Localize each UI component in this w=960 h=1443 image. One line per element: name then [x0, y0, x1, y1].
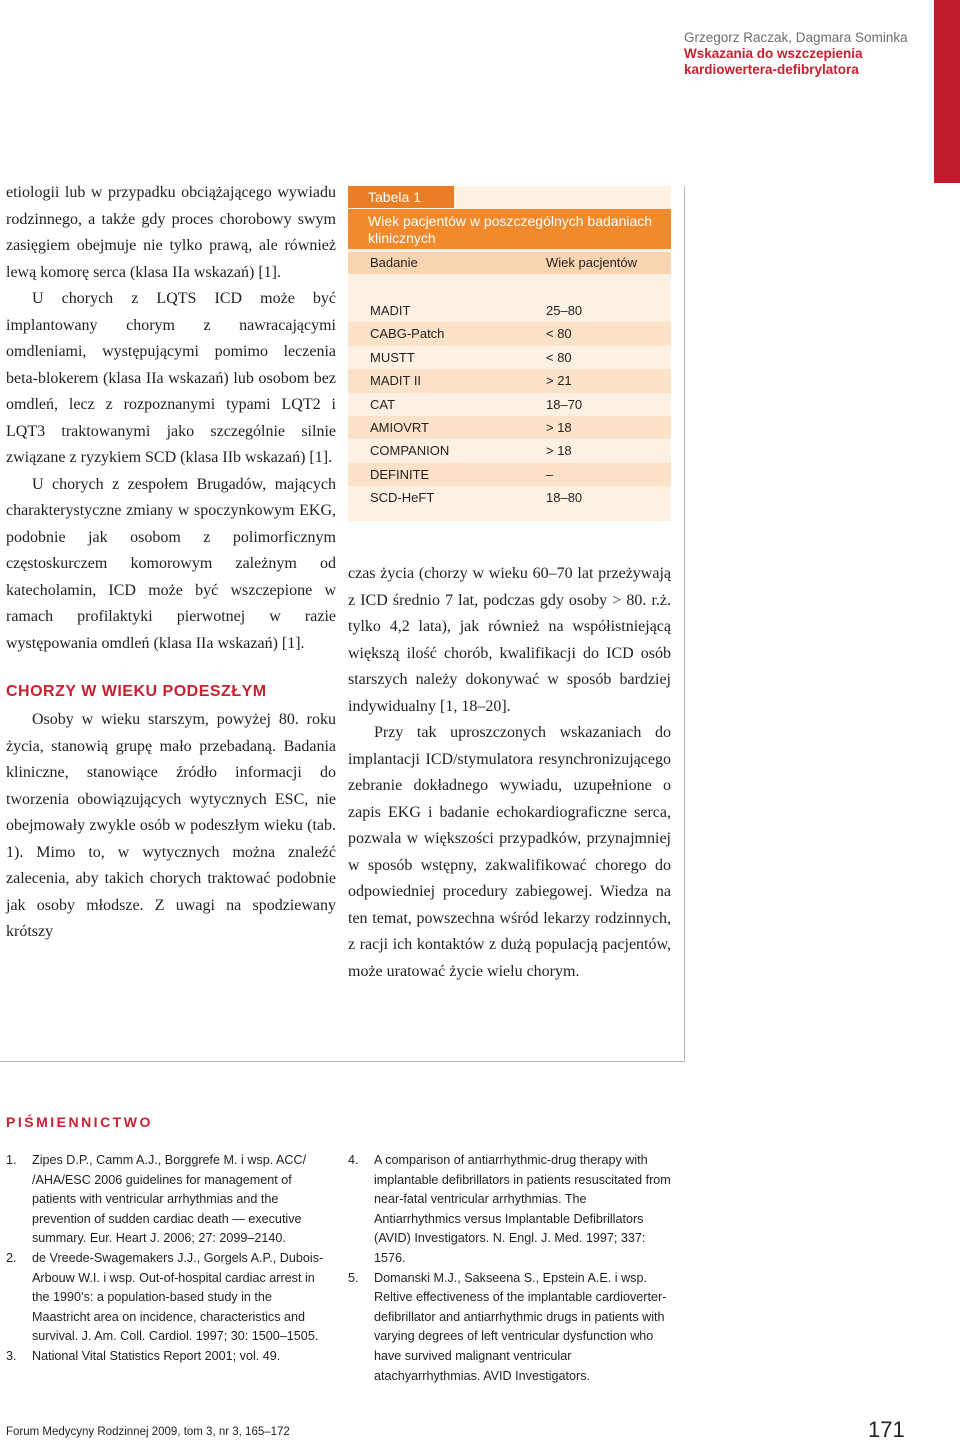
cell-age: > 18 — [546, 443, 572, 459]
cell-age: > 18 — [546, 419, 572, 435]
cell-age: > 21 — [546, 373, 572, 389]
reference-number: 5. — [348, 1270, 359, 1285]
table-body — [348, 299, 671, 510]
reference-number: 2. — [6, 1250, 17, 1265]
table-row — [348, 416, 671, 439]
reference-item — [6, 1347, 331, 1367]
reference-number: 3. — [6, 1348, 17, 1363]
table-row — [348, 463, 671, 486]
paragraph: Osoby w wieku starszym, powyżej 80. roku życia, stanowią grupę mało przebadaną. Badania kliniczne, stanowiące źródło informacji do tworzenia obowiązujących wytycznych ESC, nie obejmowały zwykle osób w podeszłym wieku (tab. 1). Mimo to, w wytycznych można znaleźć zalecenia, aby takich chorych traktować podobnie jak osoby młodsze. Z uwagi na spodziewany krótszy — [6, 711, 336, 940]
cell-study: CABG-Patch — [370, 326, 445, 342]
journal-footer: Forum Medycyny Rodzinnej 2009, tom 3, nr 3, 165–172 — [6, 1426, 290, 1438]
column-header-age: Wiek pacjentów — [546, 255, 638, 270]
section-heading: CHORZY W WIEKU PODESZŁYM — [6, 683, 267, 700]
cell-age: 18–70 — [546, 396, 583, 412]
header-title-line1: Wskazania do wszczepienia — [684, 46, 863, 61]
reference-item — [348, 1151, 673, 1269]
table-label: Tabela 1 — [348, 186, 454, 208]
reference-text: National Vital Statistics Report 2001; vol. 49. — [32, 1348, 281, 1363]
paragraph: U chorych z zespołem Brugadów, mających charakterystyczne zmiany w spoczynkowym EKG, podobnie jak osobom z polimorficznym częstoskurczem komorowym zależnym od katecholamin, ICD może być wszczepione w ramach profilaktyki pierwotnej w razie występowania omdleń (klasa IIa wskazań) [1]. — [6, 475, 336, 652]
references-left — [6, 1151, 331, 1367]
reference-number: 1. — [6, 1153, 17, 1167]
cell-study: SCD-HeFT — [370, 490, 435, 506]
table-row — [348, 393, 671, 416]
table-title: Wiek pacjentów w poszczególnych badaniach klinicznych — [348, 209, 671, 249]
cell-study: DEFINITE — [370, 466, 430, 482]
paragraph: U chorych z LQTS ICD może być implantowany chorym z nawracającymi omdleniami, występującymi pomimo leczenia beta-blokerem (klasa IIa wskazań) lub osobom bez omdleń, lecz z rozpoznanymi typami LQT2 i LQT3 traktowanymi jako szczególnie silnie związane z ryzykiem SCD (klasa IIb wskazań) [1]. — [6, 290, 336, 466]
cell-age: 25–80 — [546, 303, 583, 318]
cell-study: CAT — [370, 396, 396, 412]
red-corner-bar — [934, 0, 960, 183]
cell-age: – — [546, 466, 554, 482]
table-row — [348, 346, 671, 369]
right-column — [348, 561, 671, 985]
running-header — [684, 30, 924, 78]
references-heading: PIŚMIENNICTWO — [6, 1114, 153, 1130]
paragraph: etiologii lub w przypadku obciążającego wywiadu rodzinnego, a także gdy proces chorobowy swym zasięgiem obejmuje nie tylko prawą, ale również lewą komorę serca (klasa IIa wskazań) [1]. — [6, 184, 336, 281]
cell-age: < 80 — [546, 326, 572, 342]
cell-study: MUSTT — [370, 349, 415, 365]
cell-study: MADIT — [370, 303, 411, 318]
table-1 — [348, 186, 671, 521]
reference-text: Zipes D.P., Camm A.J., Borggrefe M. i wsp. ACC/ /AHA/ESC 2006 guidelines for management of patients with ventricular arrhythmias and the prevention of sudden cardiac death — executive summary. Eur. Heart J. 2006; 27: 2099–2140. — [32, 1153, 307, 1246]
reference-text: de Vreede-Swagemakers J.J., Gorgels A.P., Dubois-Arbouw W.I. i wsp. Out-of-hospital cardiac arrest in the 1990’s: a population-based study in the Maastricht area on incidence, characteristics and survival. J. Am. Coll. Cardiol. 1997; 30: 1500–1505. — [32, 1250, 324, 1344]
table-row — [348, 486, 671, 509]
paragraph: Przy tak uproszczonych wskazaniach do implantacji ICD/stymulatora resynchronizującego zebranie dokładnego wywiadu, uzupełnione o zapis EKG i badanie echokardiograficzne serca, pozwala w większości przypadków, przynajmniej w sposób wstępny, zakwalifikować chorego do odpowiedniej procedury zabiegowej. Wiedza na ten temat, powszechna wśród lekarzy rodzinnych, z racji ich kontaktów z dużą populacją pacjentów, może uratować życie wielu chorym. — [348, 724, 671, 980]
reference-item — [348, 1269, 673, 1387]
reference-number: 4. — [348, 1153, 359, 1167]
cell-study: COMPANION — [370, 443, 450, 459]
table-row — [348, 439, 671, 462]
left-column — [6, 180, 336, 946]
cell-study: MADIT II — [370, 373, 422, 389]
reference-item — [6, 1151, 331, 1249]
header-authors: Grzegorz Raczak, Dagmara Sominka — [684, 30, 908, 45]
table-row — [348, 322, 671, 345]
references-divider — [0, 1061, 685, 1062]
page-number: 171 — [868, 1417, 905, 1442]
references-right — [348, 1151, 673, 1386]
cell-age: < 80 — [546, 349, 572, 365]
table-row — [348, 369, 671, 392]
table-row — [348, 299, 671, 322]
paragraph: czas życia (chorzy w wieku 60–70 lat przeżywają z ICD średnio 7 lat, podczas gdy osoby > 80. r.ż. tylko 4,2 lata), jak również na współistniejącą większą ilość chorób, kwalifikacji do ICD osób starszych należy dokonywać w sposób bardziej indywidualny [1, 18–20]. — [348, 565, 671, 715]
column-divider — [684, 186, 685, 1061]
reference-item — [6, 1249, 331, 1347]
cell-age: 18–80 — [546, 490, 583, 506]
column-header-study: Badanie — [370, 255, 418, 270]
table-header — [348, 252, 671, 274]
cell-study: AMIOVRT — [370, 419, 429, 435]
reference-text: A comparison of antiarrhythmic-drug therapy with implantable defibrillators in patients resuscitated from near-fatal ventricular arrhythmias. The Antiarrhythmics versus Implantable Defibrillators (AVID) Investigators. N. Engl. J. Med. 1997; 337: 1576. — [374, 1153, 671, 1265]
header-title-line2: kardiowertera-defibrylatora — [684, 62, 859, 77]
reference-text: Domanski M.J., Sakseena S., Epstein A.E. i wsp. Reltive effectiveness of the implantable cardioverter-defibrillator and antiarrhythmic drugs in patients with varying degrees of left ventricular dysfunction who have survived malignant ventricular atachyarrhythmias. AVID Investigators. — [374, 1270, 667, 1383]
